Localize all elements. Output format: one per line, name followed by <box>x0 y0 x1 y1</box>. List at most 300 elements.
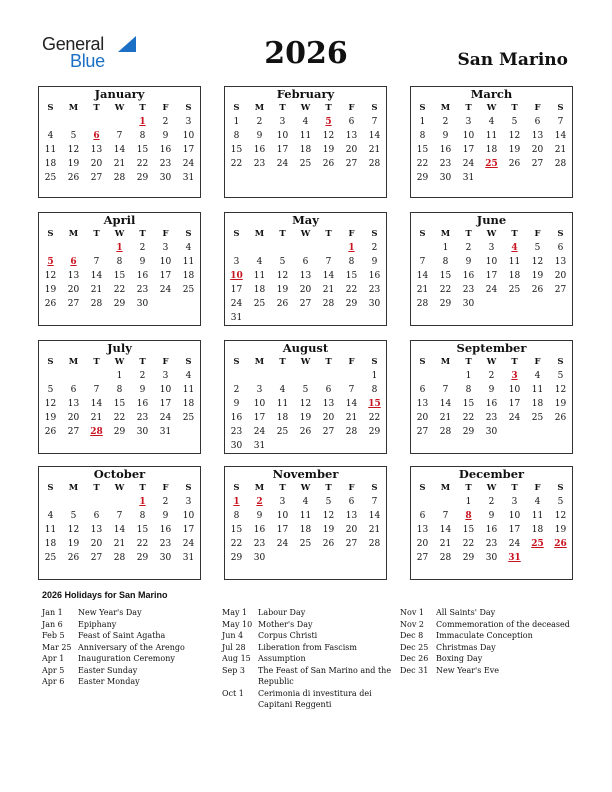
empty-cell <box>294 369 317 383</box>
empty-cell <box>340 551 363 565</box>
weekday-label: T <box>139 229 146 239</box>
weekday-label: W <box>114 483 125 493</box>
weekday-label: S <box>47 103 54 113</box>
holiday-date: 28 <box>90 427 103 437</box>
holiday-name: Corpus Christi <box>258 631 318 640</box>
empty-cell <box>411 495 434 509</box>
date-cell: 25 <box>299 159 312 169</box>
date-cell: 20 <box>90 159 103 169</box>
date-cell: 23 <box>485 539 498 549</box>
date-cell: 11 <box>531 385 544 395</box>
empty-cell <box>177 425 200 439</box>
holiday-date-label: Sep 3 <box>222 665 245 675</box>
weekday-label: T <box>279 229 286 239</box>
date-cell: 24 <box>253 427 266 437</box>
date-cell: 7 <box>116 511 123 521</box>
date-cell: 13 <box>67 271 80 281</box>
month-name: February <box>276 87 335 101</box>
date-cell: 6 <box>419 385 426 395</box>
date-cell: 18 <box>44 539 57 549</box>
holiday-name: Immaculate Conception <box>436 631 533 640</box>
empty-cell <box>248 311 271 325</box>
date-cell: 3 <box>465 117 472 127</box>
date-cell: 13 <box>67 399 80 409</box>
date-cell: 19 <box>276 285 289 295</box>
empty-cell <box>294 241 317 255</box>
week-row <box>225 129 386 143</box>
week-row <box>39 297 200 311</box>
holiday-date: 1 <box>233 497 240 507</box>
empty-cell <box>108 495 131 509</box>
holiday-name: Feast of Saint Agatha <box>78 631 166 640</box>
holiday-name: All Saints' Day <box>436 608 496 617</box>
date-cell: 15 <box>136 145 149 155</box>
date-cell: 8 <box>419 131 426 141</box>
date-cell: 14 <box>90 399 103 409</box>
date-cell: 12 <box>554 385 567 395</box>
date-cell: 15 <box>136 525 149 535</box>
date-cell: 23 <box>230 427 243 437</box>
holiday-date-label: Aug 15 <box>222 654 251 663</box>
date-cell: 14 <box>439 525 452 535</box>
date-cell: 29 <box>136 553 149 563</box>
weekday-label: S <box>47 229 54 239</box>
month-name: October <box>93 467 146 481</box>
date-cell: 24 <box>182 159 195 169</box>
weekday-label: T <box>93 357 100 367</box>
date-cell: 14 <box>345 399 358 409</box>
date-cell: 4 <box>185 371 192 381</box>
holiday-date-label: Nov 2 <box>400 619 424 629</box>
date-cell: 20 <box>67 285 80 295</box>
holiday-date: 25 <box>485 159 498 169</box>
date-cell: 14 <box>439 399 452 409</box>
week-row <box>411 383 572 397</box>
date-cell: 21 <box>322 285 335 295</box>
date-cell: 28 <box>439 553 452 563</box>
holiday-date: 6 <box>70 257 77 267</box>
week-row <box>225 369 386 383</box>
date-cell: 8 <box>371 385 378 395</box>
date-cell: 24 <box>508 413 521 423</box>
date-cell: 2 <box>139 371 146 381</box>
week-row <box>225 551 386 565</box>
date-cell: 22 <box>439 285 452 295</box>
weekday-label: W <box>114 103 125 113</box>
empty-cell <box>85 241 108 255</box>
holiday-date-label: Jun 4 <box>222 631 244 640</box>
date-cell: 12 <box>299 399 312 409</box>
weekday-header <box>411 355 572 369</box>
holiday-item <box>400 607 580 619</box>
week-row <box>225 115 386 129</box>
date-cell: 9 <box>139 257 146 267</box>
week-row <box>225 411 386 425</box>
date-cell: 7 <box>93 385 100 395</box>
weekday-label: M <box>68 229 79 239</box>
holiday-item <box>400 630 580 642</box>
weekday-header <box>225 355 386 369</box>
holiday-item <box>42 642 212 654</box>
date-cell: 27 <box>531 159 544 169</box>
date-cell: 19 <box>322 145 335 155</box>
date-cell: 30 <box>439 173 452 183</box>
date-cell: 5 <box>70 131 77 141</box>
empty-cell <box>503 425 526 439</box>
date-cell: 3 <box>279 497 286 507</box>
date-cell: 9 <box>488 511 495 521</box>
weekday-label: S <box>557 229 564 239</box>
date-cell: 19 <box>531 271 544 281</box>
date-cell: 28 <box>113 173 126 183</box>
empty-cell <box>411 241 434 255</box>
empty-cell <box>62 241 85 255</box>
holiday-date: 3 <box>511 371 518 381</box>
week-row <box>225 439 386 453</box>
date-cell: 12 <box>67 525 80 535</box>
holiday-column <box>42 607 212 688</box>
holiday-date-label: Feb 5 <box>42 631 65 640</box>
date-cell: 12 <box>508 131 521 141</box>
date-cell: 4 <box>302 497 309 507</box>
date-cell: 30 <box>253 553 266 563</box>
date-cell: 26 <box>508 159 521 169</box>
week-row <box>39 537 200 551</box>
date-cell: 24 <box>276 539 289 549</box>
date-cell: 20 <box>416 413 429 423</box>
date-cell: 29 <box>462 427 475 437</box>
date-cell: 13 <box>345 511 358 521</box>
holiday-name: Mother's Day <box>258 619 313 629</box>
date-cell: 29 <box>136 173 149 183</box>
holiday-date-label: Dec 31 <box>400 665 429 675</box>
date-cell: 25 <box>182 413 195 423</box>
date-cell: 1 <box>465 371 472 381</box>
date-cell: 17 <box>159 399 172 409</box>
month-name: November <box>272 467 339 481</box>
week-row <box>39 241 200 255</box>
date-cell: 27 <box>67 427 80 437</box>
date-cell: 21 <box>368 145 381 155</box>
weekday-label: S <box>371 357 378 367</box>
weekday-label: S <box>233 483 240 493</box>
date-cell: 22 <box>113 285 126 295</box>
empty-cell <box>177 297 200 311</box>
date-cell: 4 <box>47 511 54 521</box>
empty-cell <box>503 297 526 311</box>
holiday-date: 25 <box>531 539 544 549</box>
date-cell: 24 <box>182 539 195 549</box>
date-cell: 18 <box>531 399 544 409</box>
holiday-item <box>400 619 580 631</box>
date-cell: 31 <box>182 553 195 563</box>
date-cell: 17 <box>182 145 195 155</box>
week-row <box>39 255 200 269</box>
holiday-name: Easter Monday <box>78 677 140 686</box>
date-cell: 23 <box>136 285 149 295</box>
weekday-label: S <box>419 483 426 493</box>
date-cell: 16 <box>230 413 243 423</box>
weekday-label: W <box>300 229 311 239</box>
empty-cell <box>340 369 363 383</box>
holiday-name: Boxing Day <box>436 654 483 663</box>
date-cell: 3 <box>162 243 169 253</box>
date-cell: 9 <box>488 385 495 395</box>
week-row <box>411 369 572 383</box>
date-cell: 22 <box>136 539 149 549</box>
month-name: June <box>476 213 507 227</box>
date-cell: 8 <box>442 257 449 267</box>
empty-cell <box>480 171 503 185</box>
empty-cell <box>271 439 294 453</box>
date-cell: 1 <box>116 371 123 381</box>
holiday-name: Liberation from Fascism <box>258 642 357 652</box>
weekday-label: M <box>254 229 265 239</box>
date-cell: 26 <box>299 427 312 437</box>
date-cell: 21 <box>113 159 126 169</box>
date-cell: 4 <box>47 131 54 141</box>
date-cell: 30 <box>485 553 498 563</box>
date-cell: 30 <box>230 441 243 451</box>
weekday-label: T <box>139 357 146 367</box>
date-cell: 26 <box>67 553 80 563</box>
date-cell: 7 <box>116 131 123 141</box>
date-cell: 2 <box>465 243 472 253</box>
logo-text-blue: Blue <box>70 51 105 71</box>
date-cell: 6 <box>348 117 355 127</box>
weekday-label: S <box>47 357 54 367</box>
week-row <box>39 509 200 523</box>
date-cell: 5 <box>534 243 541 253</box>
date-cell: 10 <box>485 257 498 267</box>
holiday-item <box>42 665 212 677</box>
date-cell: 9 <box>442 131 449 141</box>
weekday-label: F <box>348 103 355 113</box>
week-row <box>39 425 200 439</box>
empty-cell <box>549 551 572 565</box>
holiday-date: 1 <box>116 243 123 253</box>
date-cell: 11 <box>531 511 544 521</box>
holiday-item <box>42 630 212 642</box>
empty-cell <box>363 551 386 565</box>
date-cell: 7 <box>442 511 449 521</box>
weekday-label: M <box>254 483 265 493</box>
holiday-date-label: May 1 <box>222 608 248 617</box>
weekday-label: T <box>139 483 146 493</box>
empty-cell <box>39 369 62 383</box>
month-march <box>410 86 573 198</box>
weekday-header <box>39 101 200 115</box>
logo-text-general: General <box>42 34 104 54</box>
date-cell: 14 <box>90 271 103 281</box>
empty-cell <box>317 439 340 453</box>
date-cell: 18 <box>485 145 498 155</box>
date-cell: 9 <box>162 511 169 521</box>
date-cell: 8 <box>233 131 240 141</box>
weekday-label: F <box>162 483 169 493</box>
date-cell: 25 <box>299 539 312 549</box>
date-cell: 21 <box>368 525 381 535</box>
date-cell: 31 <box>159 427 172 437</box>
week-row <box>411 523 572 537</box>
empty-cell <box>39 241 62 255</box>
week-row <box>39 157 200 171</box>
date-cell: 26 <box>322 159 335 169</box>
week-row <box>39 115 200 129</box>
date-cell: 29 <box>113 427 126 437</box>
date-cell: 20 <box>531 145 544 155</box>
weekday-label: S <box>371 483 378 493</box>
date-cell: 16 <box>136 399 149 409</box>
holiday-name: Commemoration of the deceased <box>436 619 570 629</box>
date-cell: 12 <box>44 399 57 409</box>
weekday-label: S <box>557 103 564 113</box>
date-cell: 18 <box>299 145 312 155</box>
date-cell: 13 <box>416 525 429 535</box>
date-cell: 29 <box>462 553 475 563</box>
empty-cell <box>526 297 549 311</box>
date-cell: 14 <box>113 525 126 535</box>
weekday-label: T <box>325 357 332 367</box>
date-cell: 11 <box>276 399 289 409</box>
date-cell: 3 <box>185 497 192 507</box>
date-cell: 28 <box>90 299 103 309</box>
weekday-label: T <box>93 103 100 113</box>
weekday-label: F <box>348 357 355 367</box>
weekday-label: M <box>254 357 265 367</box>
date-cell: 9 <box>256 131 263 141</box>
holiday-name: New Year's Day <box>78 608 142 617</box>
date-cell: 9 <box>465 257 472 267</box>
month-august <box>224 340 387 454</box>
month-september <box>410 340 573 454</box>
date-cell: 12 <box>67 145 80 155</box>
holiday-date: 26 <box>554 539 567 549</box>
date-cell: 17 <box>182 525 195 535</box>
holiday-date-label: Oct 1 <box>222 688 244 698</box>
date-cell: 20 <box>554 271 567 281</box>
weekday-label: M <box>440 357 451 367</box>
empty-cell <box>62 369 85 383</box>
date-cell: 14 <box>416 271 429 281</box>
date-cell: 15 <box>230 145 243 155</box>
date-cell: 30 <box>485 427 498 437</box>
holiday-name: Labour Day <box>258 608 306 617</box>
date-cell: 16 <box>136 271 149 281</box>
holiday-date-label: Apr 6 <box>42 677 65 686</box>
date-cell: 20 <box>416 539 429 549</box>
week-row <box>411 283 572 297</box>
empty-cell <box>526 551 549 565</box>
holiday-name: Inauguration Ceremony <box>78 654 175 663</box>
date-cell: 12 <box>531 257 544 267</box>
date-cell: 27 <box>90 553 103 563</box>
empty-cell <box>225 241 248 255</box>
holiday-name: Easter Sunday <box>78 665 138 675</box>
date-cell: 25 <box>182 285 195 295</box>
date-cell: 20 <box>345 525 358 535</box>
holiday-date-label: Jan 1 <box>42 608 63 617</box>
date-cell: 11 <box>299 131 312 141</box>
month-june <box>410 212 573 326</box>
holiday-item <box>42 653 212 665</box>
date-cell: 19 <box>508 145 521 155</box>
weekday-label: S <box>185 483 192 493</box>
week-row <box>411 171 572 185</box>
date-cell: 8 <box>465 385 472 395</box>
date-cell: 26 <box>531 285 544 295</box>
weekday-label: W <box>300 103 311 113</box>
date-cell: 23 <box>159 539 172 549</box>
date-cell: 21 <box>345 413 358 423</box>
date-cell: 17 <box>508 525 521 535</box>
holiday-date: 5 <box>325 117 332 127</box>
date-cell: 16 <box>485 525 498 535</box>
week-row <box>225 143 386 157</box>
date-cell: 9 <box>162 131 169 141</box>
week-row <box>411 411 572 425</box>
date-cell: 19 <box>299 413 312 423</box>
date-cell: 16 <box>485 399 498 409</box>
month-name: March <box>470 87 513 101</box>
weekday-label: M <box>440 229 451 239</box>
weekday-header <box>225 227 386 241</box>
weekday-label: W <box>300 357 311 367</box>
date-cell: 26 <box>322 539 335 549</box>
date-cell: 11 <box>182 385 195 395</box>
month-name: July <box>107 341 132 355</box>
date-cell: 17 <box>159 271 172 281</box>
empty-cell <box>549 171 572 185</box>
month-april <box>38 212 201 326</box>
weekday-label: S <box>185 357 192 367</box>
date-cell: 6 <box>93 511 100 521</box>
date-cell: 8 <box>139 131 146 141</box>
date-cell: 28 <box>322 299 335 309</box>
date-cell: 22 <box>345 285 358 295</box>
date-cell: 24 <box>230 299 243 309</box>
holiday-item <box>42 607 212 619</box>
week-row <box>225 425 386 439</box>
date-cell: 16 <box>462 271 475 281</box>
date-cell: 28 <box>439 427 452 437</box>
weekday-label: T <box>325 229 332 239</box>
date-cell: 31 <box>253 441 266 451</box>
page-header <box>0 0 612 80</box>
date-cell: 17 <box>230 285 243 295</box>
date-cell: 7 <box>93 257 100 267</box>
date-cell: 15 <box>439 271 452 281</box>
date-cell: 24 <box>159 413 172 423</box>
weekday-label: T <box>139 103 146 113</box>
holiday-date: 2 <box>256 497 263 507</box>
weekday-label: T <box>511 103 518 113</box>
month-february <box>224 86 387 198</box>
weekday-label: M <box>68 483 79 493</box>
date-cell: 23 <box>462 285 475 295</box>
date-cell: 11 <box>253 271 266 281</box>
week-row <box>225 495 386 509</box>
date-cell: 18 <box>182 399 195 409</box>
empty-cell <box>549 425 572 439</box>
date-cell: 19 <box>44 413 57 423</box>
weekday-label: W <box>486 103 497 113</box>
date-cell: 5 <box>70 511 77 521</box>
week-row <box>411 297 572 311</box>
date-cell: 16 <box>253 525 266 535</box>
week-row <box>225 269 386 283</box>
month-name: April <box>103 213 136 227</box>
